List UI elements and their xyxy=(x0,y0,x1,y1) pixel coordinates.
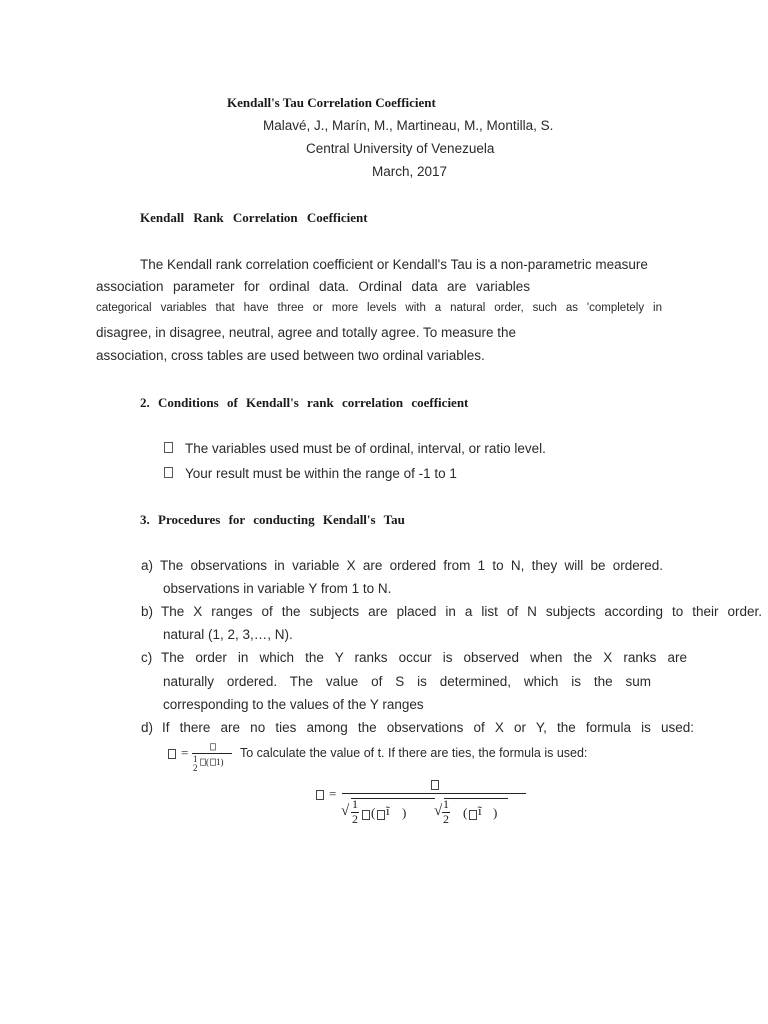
paren-open: ( xyxy=(371,805,376,820)
authors: Malavé, J., Marín, M., Martineau, M., Montilla, S. xyxy=(263,118,554,133)
numerator-s xyxy=(431,777,439,792)
paren-close: ) xyxy=(493,805,498,820)
frac-two: 2 xyxy=(193,763,198,773)
half-one: 1 xyxy=(443,797,449,811)
date: March, 2017 xyxy=(372,164,448,179)
tau-symbol xyxy=(316,787,324,802)
list-item-line: naturally ordered. The value of S is determined, which is the sum xyxy=(163,674,651,689)
institution: Central University of Venezuela xyxy=(306,141,495,156)
bullet-text: The variables used must be of ordinal, interval, or ratio level. xyxy=(185,441,546,456)
half-two: 2 xyxy=(352,812,358,826)
bullet-icon xyxy=(164,442,173,453)
paragraph-line-2: association parameter for ordinal data. Ordinal data are variables xyxy=(96,279,530,294)
one-tilde: ĩ xyxy=(478,803,482,818)
bullet-icon xyxy=(164,467,173,478)
radical-overline xyxy=(351,798,435,799)
list-item-line: The order in which the Y ranks occur is observed when the X ranks are xyxy=(161,650,687,665)
list-item-line: If there are no ties among the observations of X or Y, the formula is used: xyxy=(162,720,694,735)
section-heading-kendall-rank: Kendall Rank Correlation Coefficient xyxy=(140,210,368,225)
bullet-item xyxy=(164,466,173,481)
paren-open: ( xyxy=(463,805,468,820)
section-heading-procedures: 3. Procedures for conducting Kendall's Tau xyxy=(140,512,405,527)
n-symbol xyxy=(377,807,385,822)
paragraph-line-5: association, cross tables are used between two ordinal variables. xyxy=(96,348,485,363)
list-marker: a) xyxy=(141,558,154,573)
main-fraction-bar xyxy=(342,793,526,794)
one-tilde: ĩ xyxy=(386,803,390,818)
section-heading-conditions: 2. Conditions of Kendall's rank correlation coefficient xyxy=(140,395,469,410)
paragraph-line-3: categorical variables that have three or more levels with a natural order, such as 'completely in xyxy=(96,302,662,314)
list-item-line: natural (1, 2, 3,…, N). xyxy=(163,627,293,642)
numerator-s xyxy=(210,741,216,752)
bullet-text: Your result must be within the range of -1 to 1 xyxy=(185,466,457,481)
n-symbol xyxy=(362,807,370,822)
list-marker: c) xyxy=(141,650,153,665)
list-marker: b) xyxy=(141,604,154,619)
n-symbol xyxy=(469,807,477,822)
half-two: 2 xyxy=(443,812,449,826)
tau-symbol xyxy=(168,746,176,761)
list-item-line: corresponding to the values of the Y ranges xyxy=(163,697,424,712)
frac-paren: ( xyxy=(206,757,209,767)
equals-sign: = xyxy=(181,745,189,760)
equals-sign: = xyxy=(329,786,337,801)
frac-n2 xyxy=(210,759,216,767)
sqrt-symbol: √ xyxy=(341,803,350,819)
list-item-line: The X ranges of the subjects are placed in a list of N subjects according to their order. xyxy=(161,604,762,619)
frac-paren-close: 1) xyxy=(216,757,224,767)
sqrt-symbol: √ xyxy=(434,803,443,819)
frac-one: 1 xyxy=(193,754,198,764)
half-one: 1 xyxy=(352,797,358,811)
paren-close: ) xyxy=(402,805,407,820)
list-marker: d) xyxy=(141,720,154,735)
bullet-item xyxy=(164,441,173,456)
formula-note: To calculate the value of t. If there are ties, the formula is used: xyxy=(240,746,588,760)
paragraph-line-1: The Kendall rank correlation coefficient or Kendall's Tau is a non-parametric measure xyxy=(140,257,648,272)
paragraph-line-4: disagree, in disagree, neutral, agree and totally agree. To measure the xyxy=(96,325,517,340)
frac-n xyxy=(200,759,206,767)
radical-overline xyxy=(444,798,508,799)
fraction-bar xyxy=(192,753,232,754)
document-title: Kendall's Tau Correlation Coefficient xyxy=(227,95,436,110)
list-item-line: observations in variable Y from 1 to N. xyxy=(163,581,392,596)
list-item-line: The observations in variable X are ordered from 1 to N, they will be ordered. xyxy=(160,558,663,573)
